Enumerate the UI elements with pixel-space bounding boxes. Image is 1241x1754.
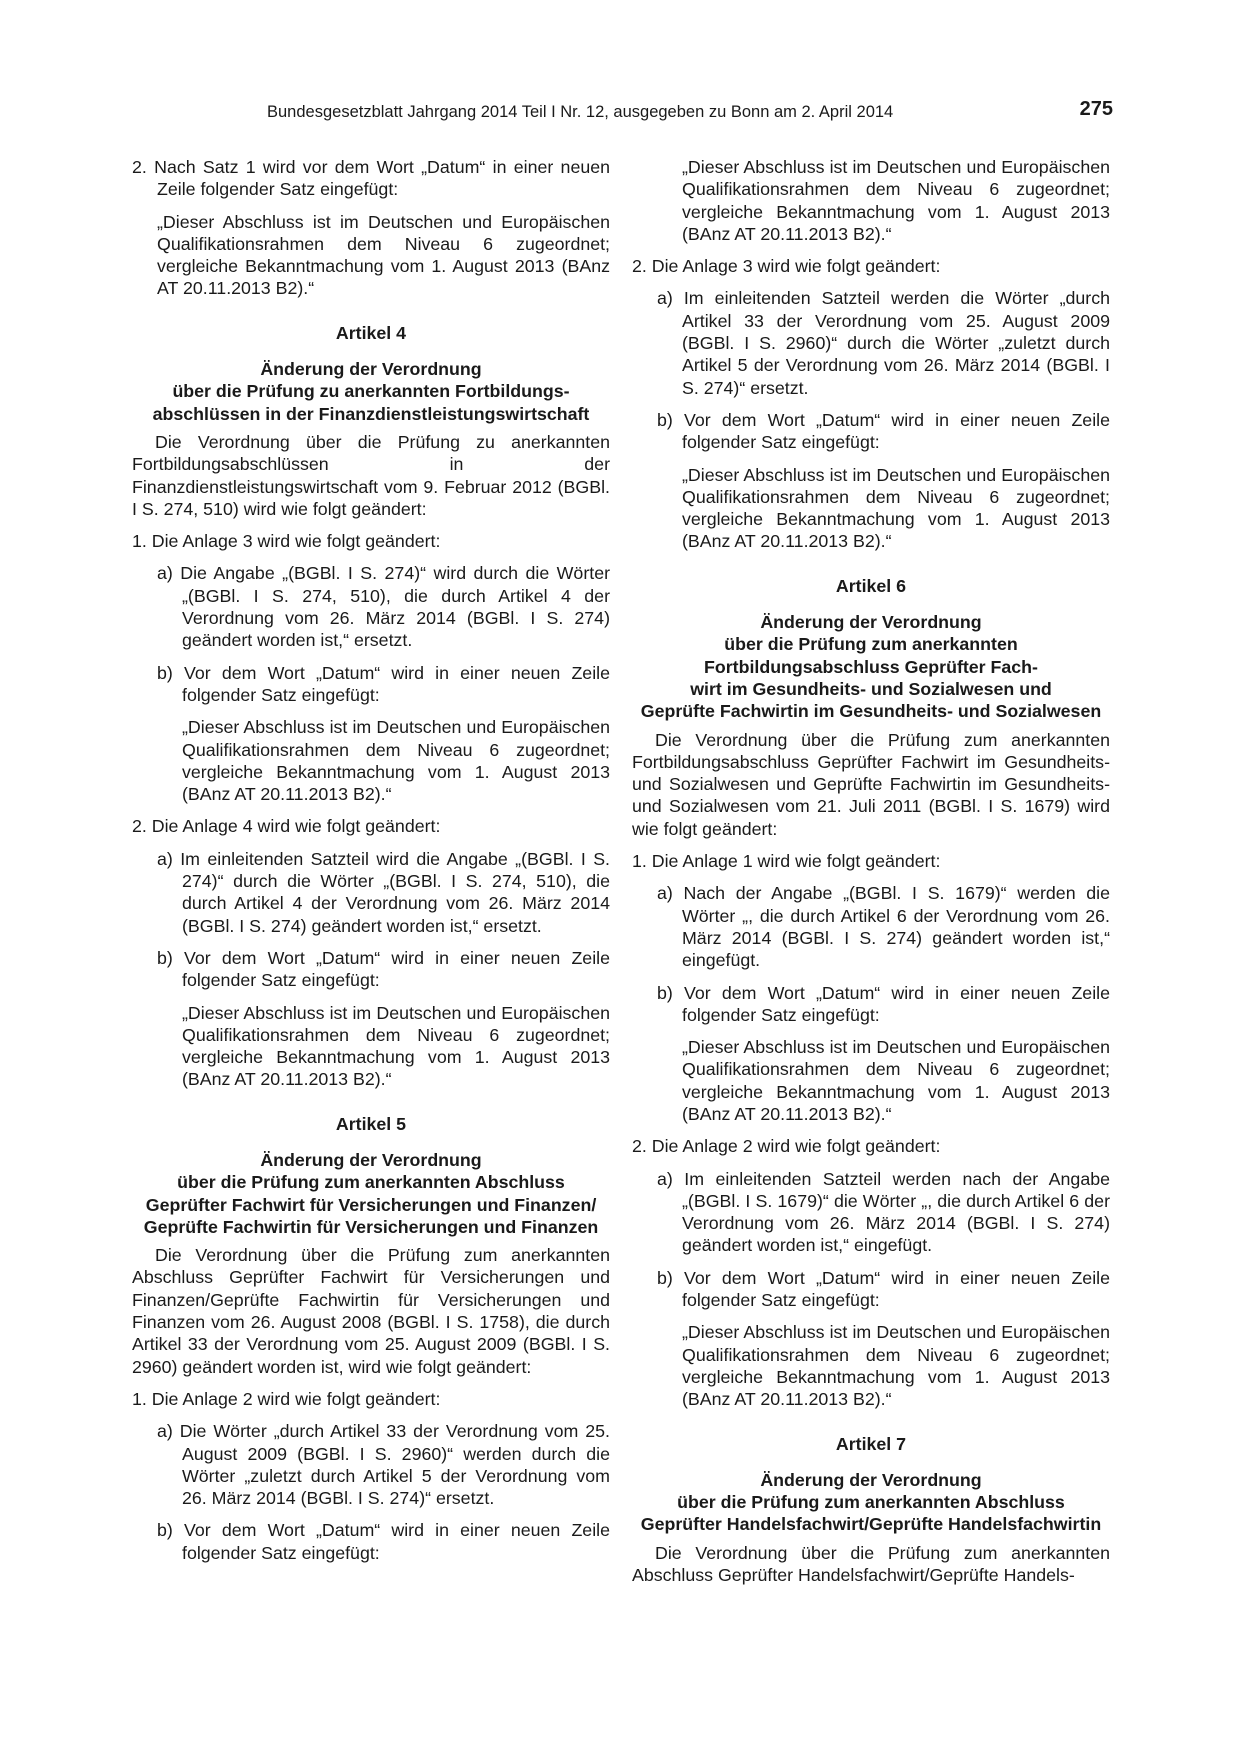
- heading-line: Änderung der Verordnung: [260, 359, 482, 380]
- sub-item: a) Die Wörter „durch Artikel 33 der Verordnung vom 25. August 2009 (BGBl. I S. 2960)“ werden durch die Wörter „zuletzt durch Artikel 5 der Verordnung vom 26. März 2014 (BGBl. I S. 274)“ ersetzt.: [157, 1421, 610, 1509]
- sub-item: b) Vor dem Wort „Datum“ wird in einer neuen Zeile folgender Satz eingefügt:: [157, 1520, 610, 1563]
- sub-item: a) Nach der Angabe „(BGBl. I S. 1679)“ werden die Wörter „, die durch Artikel 6 der Verordnung vom 26. März 2014 (BGBl. I S. 274) geändert worden ist,“ eingefügt.: [657, 883, 1110, 971]
- list-item: 2. Die Anlage 4 wird wie folgt geändert:: [132, 816, 441, 837]
- sub-item: a) Im einleitenden Satzteil werden nach der Angabe „(BGBl. I S. 1679)“ die Wörter „, die durch Artikel 6 der Verordnung vom 26. März 2014 (BGBl. I S. 274) geändert worden ist,“ eingefügt.: [657, 1168, 1110, 1256]
- list-item: 1. Die Anlage 1 wird wie folgt geändert:: [632, 851, 941, 872]
- sub-item: a) Im einleitenden Satzteil wird die Angabe „(BGBl. I S. 274)“ durch die Wörter „(BGBl. I S. 274, 510), die durch Artikel 4 der Verordnung vom 26. März 2014 (BGBl. I S. 274) geändert worden ist,“ ersetzt.: [157, 848, 610, 936]
- list-item: 1. Die Anlage 2 wird wie folgt geändert:: [132, 1388, 441, 1409]
- heading-line: Geprüfter Fachwirt für Versicherungen und Finanzen/: [145, 1194, 597, 1215]
- sub-item: a) Die Angabe „(BGBl. I S. 274)“ wird durch die Wörter „(BGBl. I S. 274, 510), die durch Artikel 4 der Verordnung vom 26. März 2014 (BGBl. I S. 274) geändert worden ist,“ ersetzt.: [157, 563, 610, 651]
- article-heading: [632, 611, 1110, 722]
- heading-line: abschlüssen in der Finanzdienstleistungswirtschaft: [152, 403, 590, 424]
- heading-line: Geprüfte Fachwirtin für Versicherungen und Finanzen: [143, 1216, 599, 1237]
- article-heading: [132, 358, 610, 425]
- list-item: 2. Die Anlage 2 wird wie folgt geändert:: [632, 1136, 941, 1157]
- heading-line: über die Prüfung zum anerkannten Abschluss: [677, 1492, 1065, 1513]
- heading-line: Fortbildungsabschluss Geprüfter Fach-: [704, 656, 1038, 677]
- heading-line: Änderung der Verordnung: [760, 1469, 982, 1490]
- article-heading: [132, 1149, 610, 1238]
- list-item: 2. Nach Satz 1 wird vor dem Wort „Datum“ in einer neuen Zeile folgender Satz eingefügt:: [132, 157, 610, 200]
- quoted-sentence: „Dieser Abschluss ist im Deutschen und Europäischen Qualifikationsrahmen dem Niveau 6 zugeordnet; vergleiche Bekanntmachung vom 1. August 2013 (BAnz AT 20.11.2013 B2).“: [682, 1322, 1110, 1410]
- heading-line: Geprüfter Handelsfachwirt/Geprüfte Handelsfachwirtin: [640, 1514, 1102, 1535]
- sub-item: b) Vor dem Wort „Datum“ wird in einer neuen Zeile folgender Satz eingefügt:: [657, 409, 1110, 453]
- article-title: Artikel 7: [835, 1433, 907, 1454]
- sub-item: b) Vor dem Wort „Datum“ wird in einer neuen Zeile folgender Satz eingefügt:: [657, 1267, 1110, 1311]
- article-heading: [632, 1469, 1110, 1536]
- sub-item: a) Im einleitenden Satzteil werden die Wörter „durch Artikel 33 der Verordnung vom 25. August 2009 (BGBl. I S. 2960)“ durch die Wörter „zuletzt durch Artikel 5 der Verordnung vom 26. März 2014 (BGBl. I S. 274)“ ersetzt.: [657, 288, 1110, 398]
- heading-line: Geprüfte Fachwirtin im Gesundheits- und Sozialwesen: [640, 701, 1102, 722]
- sub-item: b) Vor dem Wort „Datum“ wird in einer neuen Zeile folgender Satz eingefügt:: [157, 662, 610, 705]
- heading-line: über die Prüfung zum anerkannten Abschluss: [177, 1172, 565, 1193]
- quoted-sentence: „Dieser Abschluss ist im Deutschen und Europäischen Qualifikationsrahmen dem Niveau 6 zugeordnet; vergleiche Bekanntmachung vom 1. August 2013 (BAnz AT 20.11.2013 B2).“: [682, 464, 1110, 552]
- left-column: [132, 156, 610, 1574]
- page-number: 275: [1079, 98, 1113, 120]
- sub-item: b) Vor dem Wort „Datum“ wird in einer neuen Zeile folgender Satz eingefügt:: [157, 947, 610, 991]
- article-intro: Die Verordnung über die Prüfung zum anerkannten Abschluss Geprüfter Fachwirt für Versicherungen und Finanzen/Geprüfte Fachwirtin für Versicherungen und Finanzen vom 26. August 2008 (BGBl. I S. 1758), die durch Artikel 33 der Verordnung vom 25. August 2009 (BGBl. I S. 2960) geändert worden ist, wird wie folgt geändert:: [132, 1245, 610, 1377]
- quoted-sentence: „Dieser Abschluss ist im Deutschen und Europäischen Qualifikationsrahmen dem Niveau 6 zugeordnet; vergleiche Bekanntmachung vom 1. August 2013 (BAnz AT 20.11.2013 B2).“: [682, 1037, 1110, 1124]
- article-intro: Die Verordnung über die Prüfung zum anerkannten Abschluss Geprüfter Handelsfachwirt/Geprüfte Handels-: [632, 1542, 1110, 1586]
- article-title: Artikel 6: [835, 575, 907, 596]
- heading-line: Änderung der Verordnung: [760, 612, 982, 633]
- page-header: [132, 98, 1113, 128]
- article-title: Artikel 4: [335, 322, 407, 343]
- right-column: [632, 156, 1110, 1596]
- quoted-sentence: „Dieser Abschluss ist im Deutschen und Europäischen Qualifikationsrahmen dem Niveau 6 zugeordnet; vergleiche Bekanntmachung vom 1. August 2013 (BAnz AT 20.11.2013 B2).“: [182, 1002, 610, 1090]
- article-title: Artikel 5: [335, 1113, 407, 1134]
- sub-item: b) Vor dem Wort „Datum“ wird in einer neuen Zeile folgender Satz eingefügt:: [657, 982, 1110, 1025]
- quoted-sentence: „Dieser Abschluss ist im Deutschen und Europäischen Qualifikationsrahmen dem Niveau 6 zugeordnet; vergleiche Bekanntmachung vom 1. August 2013 (BAnz AT 20.11.2013 B2).“: [182, 717, 610, 805]
- heading-line: Änderung der Verordnung: [260, 1149, 482, 1170]
- heading-line: über die Prüfung zu anerkannten Fortbildungs-: [172, 381, 570, 402]
- heading-line: wirt im Gesundheits- und Sozialwesen und: [690, 678, 1052, 699]
- heading-line: über die Prüfung zum anerkannten: [724, 634, 1018, 655]
- running-title: Bundesgesetzblatt Jahrgang 2014 Teil I Nr. 12, ausgegeben zu Bonn am 2. April 2014: [267, 103, 894, 121]
- quoted-sentence: „Dieser Abschluss ist im Deutschen und Europäischen Qualifikationsrahmen dem Niveau 6 zugeordnet; vergleiche Bekanntmachung vom 1. August 2013 (BAnz AT 20.11.2013 B2).“: [682, 157, 1110, 244]
- article-intro: Die Verordnung über die Prüfung zu anerkannten Fortbildungsabschlüssen in der Finanzdienstleistungswirtschaft vom 9. Februar 2012 (BGBl. I S. 274, 510) wird wie folgt geändert:: [132, 431, 610, 519]
- list-item: 2. Die Anlage 3 wird wie folgt geändert:: [632, 256, 941, 277]
- article-intro: Die Verordnung über die Prüfung zum anerkannten Fortbildungsabschluss Geprüfter Fachwirt im Gesundheits- und Sozialwesen und Geprüfte Fachwirtin im Gesundheits- und Sozialwesen vom 21. Juli 2011 (BGBl. I S. 1679) wird wie folgt geändert:: [632, 729, 1110, 839]
- list-item: 1. Die Anlage 3 wird wie folgt geändert:: [132, 531, 441, 552]
- quoted-sentence: „Dieser Abschluss ist im Deutschen und Europäischen Qualifikationsrahmen dem Niveau 6 zugeordnet; vergleiche Bekanntmachung vom 1. August 2013 (BAnz AT 20.11.2013 B2).“: [157, 211, 610, 299]
